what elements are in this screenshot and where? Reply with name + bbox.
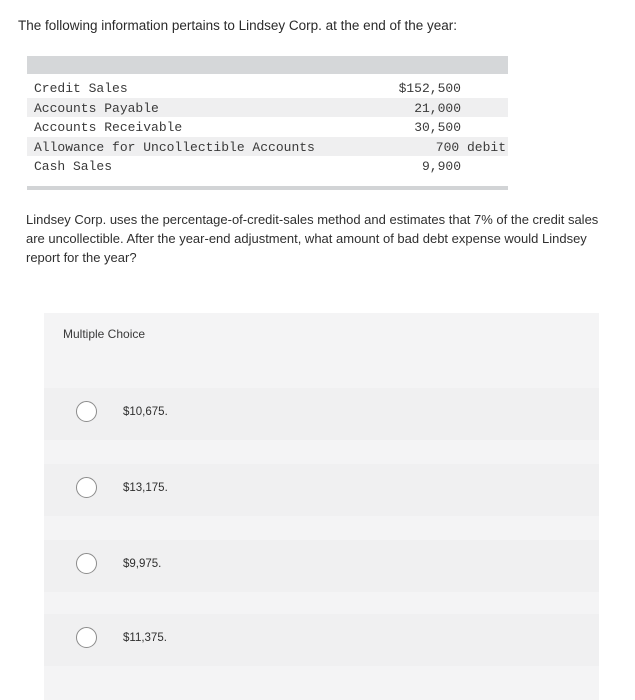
- table-row: [27, 137, 508, 157]
- choice-label[interactable]: $11,375.: [123, 632, 167, 644]
- row-amount: $152,500: [398, 81, 461, 96]
- radio-button[interactable]: [76, 477, 97, 498]
- choice-label[interactable]: $9,975.: [123, 558, 162, 570]
- choice-option[interactable]: [44, 388, 599, 440]
- row-label: Allowance for Uncollectible Accounts: [34, 139, 315, 155]
- table-row: [27, 117, 508, 137]
- row-amount: 700 debit: [435, 139, 506, 155]
- row-amount: 9,900: [421, 159, 461, 174]
- table-row: [27, 156, 508, 176]
- row-label: Accounts Payable: [34, 100, 159, 116]
- table-bottom-rule: [27, 186, 508, 190]
- intro-text: The following information pertains to Lindsey Corp. at the end of the year:: [18, 18, 458, 33]
- data-table: [27, 56, 508, 190]
- choice-option[interactable]: [44, 464, 599, 516]
- multiple-choice-panel: [44, 313, 599, 700]
- choice-option[interactable]: [44, 540, 599, 592]
- choice-label[interactable]: $13,175.: [123, 482, 168, 494]
- table-row: [27, 98, 508, 118]
- row-amount: 30,500: [414, 120, 461, 135]
- radio-button[interactable]: [76, 401, 97, 422]
- table-header-bar: [27, 56, 508, 74]
- question-text: Lindsey Corp. uses the percentage-of-credit-sales method and estimates that 7% of the credit sales are uncollectible. After the year-end adjustment, what amount of bad debt expense would Lindsey report for the year?: [26, 212, 599, 265]
- multiple-choice-title: Multiple Choice: [63, 327, 146, 341]
- row-label: Credit Sales: [34, 81, 128, 96]
- row-amount: 21,000: [414, 100, 461, 116]
- choice-option[interactable]: [44, 614, 599, 666]
- radio-button[interactable]: [76, 627, 97, 648]
- choice-label[interactable]: $10,675.: [123, 406, 168, 418]
- radio-button[interactable]: [76, 553, 97, 574]
- row-label: Accounts Receivable: [34, 120, 183, 135]
- row-label: Cash Sales: [34, 159, 113, 174]
- table-row: [27, 78, 508, 98]
